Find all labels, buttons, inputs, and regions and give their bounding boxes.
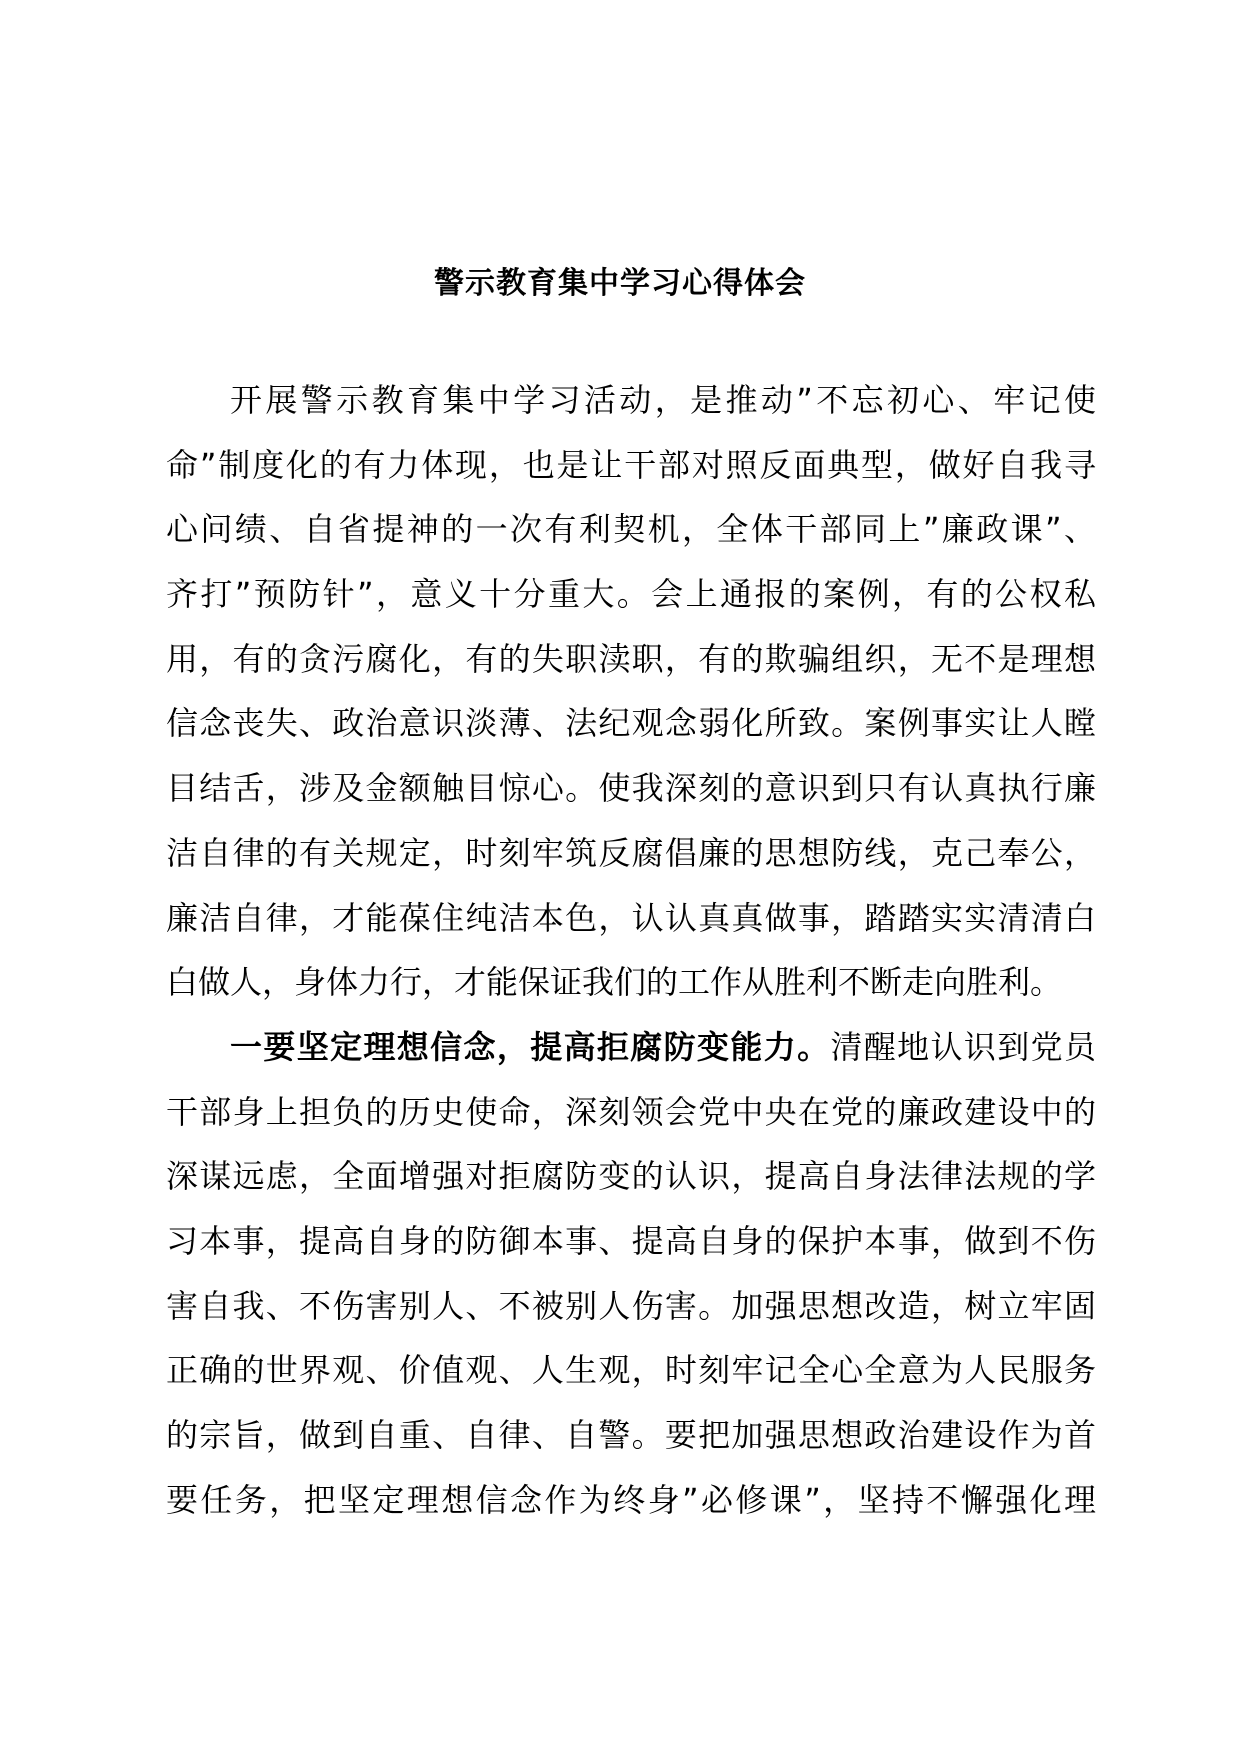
- paragraph-line: 洁自律的有关规定，时刻牢筑反腐倡廉的思想防线，克己奉公，: [166, 833, 1096, 872]
- paragraph-line: 廉洁自律，才能葆住纯洁本色，认认真真做事，踏踏实实清清白: [166, 898, 1096, 937]
- paragraph-line: 齐打”预防针”，意义十分重大。会上通报的案例，有的公权私: [166, 575, 1096, 614]
- document-body: [166, 368, 1096, 1532]
- paragraph-line-text: 清醒地认识到党员: [830, 1027, 1096, 1066]
- section-heading: 一要坚定理想信念，提高拒腐防变能力。: [230, 1027, 831, 1066]
- paragraph-first-line: [166, 1015, 1096, 1080]
- paragraph-line: 目结舌，涉及金额触目惊心。使我深刻的意识到只有认真执行廉: [166, 769, 1096, 808]
- paragraph-2: [166, 1015, 1096, 1533]
- paragraph-line: 习本事，提高自身的防御本事、提高自身的保护本事，做到不伤: [166, 1221, 1096, 1260]
- paragraph-line: 开展警示教育集中学习活动，是推动”不忘初心、牢记使: [230, 381, 1096, 419]
- paragraph-line: 的宗旨，做到自重、自律、自警。要把加强思想政治建设作为首: [166, 1416, 1096, 1454]
- paragraph-line: 要任务，把坚定理想信念作为终身”必修课”，坚持不懈强化理: [166, 1480, 1096, 1519]
- paragraph-1: [166, 368, 1096, 1015]
- paragraph-line: 心问绩、自省提神的一次有利契机，全体干部同上”廉政课”、: [166, 510, 1096, 549]
- paragraph-line: 白做人，身体力行，才能保证我们的工作从胜利不断走向胜利。: [166, 963, 1063, 1002]
- paragraph-line: 信念丧失、政治意识淡薄、法纪观念弱化所致。案例事实让人瞠: [166, 704, 1096, 743]
- paragraph-line: 用，有的贪污腐化，有的失职渎职，有的欺骗组织，无不是理想: [166, 639, 1096, 678]
- paragraph-line: 深谋远虑，全面增强对拒腐防变的认识，提高自身法律法规的学: [166, 1157, 1096, 1196]
- paragraph-line: 正确的世界观、价值观、人生观，时刻牢记全心全意为人民服务: [166, 1351, 1096, 1390]
- paragraph-line: 命”制度化的有力体现，也是让干部对照反面典型，做好自我寻: [166, 445, 1096, 484]
- paragraph-line: 干部身上担负的历史使命，深刻领会党中央在党的廉政建设中的: [166, 1092, 1096, 1131]
- document-title: 警示教育集中学习心得体会: [434, 266, 806, 301]
- paragraph-line: 害自我、不伤害别人、不被别人伤害。加强思想改造，树立牢固: [166, 1286, 1096, 1325]
